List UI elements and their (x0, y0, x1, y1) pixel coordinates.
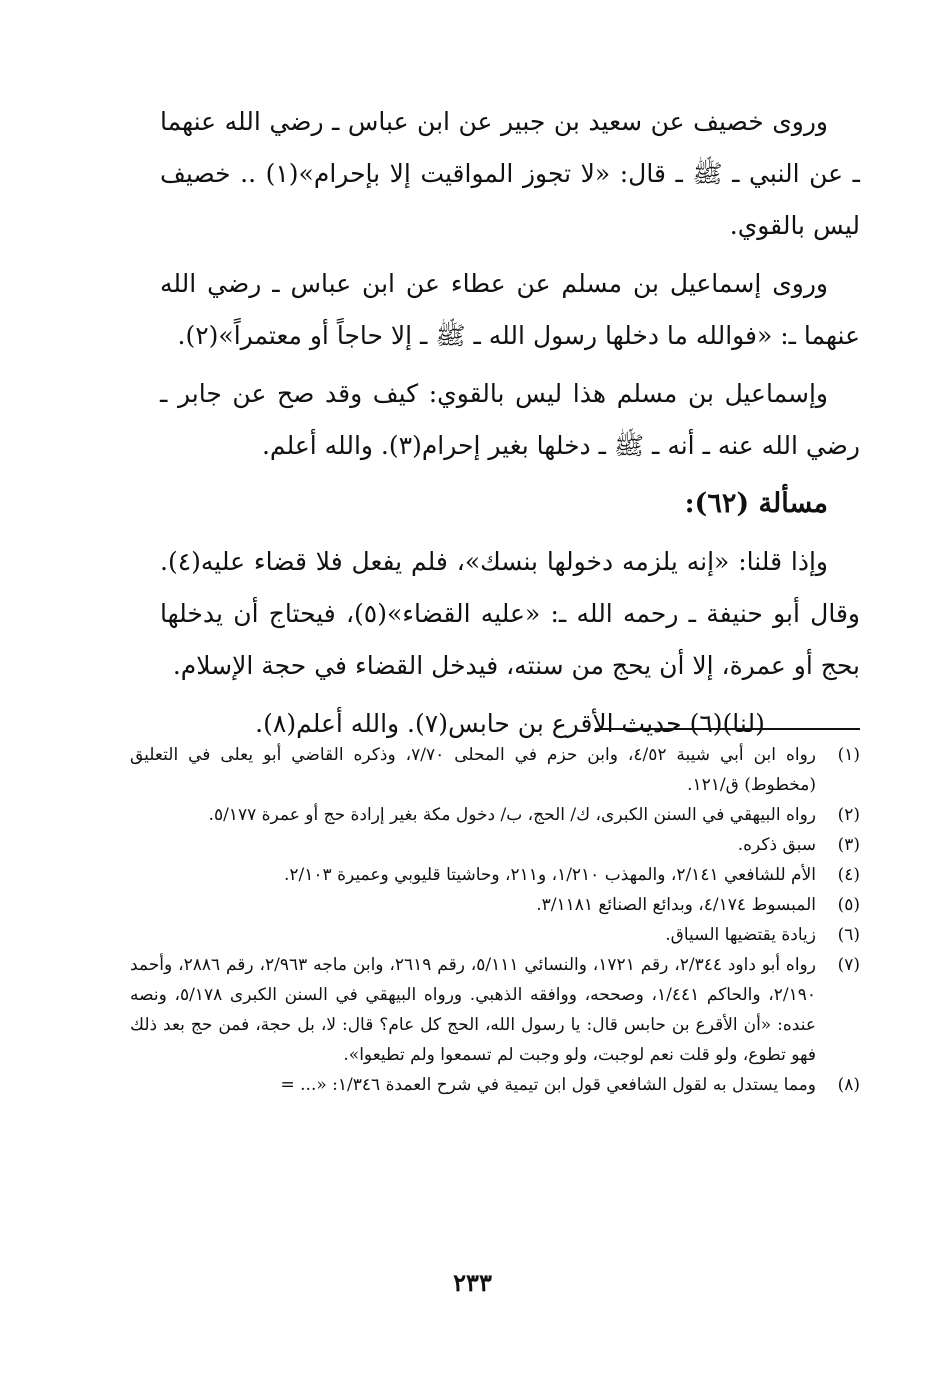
footnote-item (130, 740, 860, 800)
footnote-item (130, 800, 860, 830)
footnote-item (130, 920, 860, 950)
footnote-number: (٦) (837, 925, 860, 945)
footnote-item (130, 830, 860, 860)
paragraph-ismail: وروى إسماعيل بن مسلم عن عطاء عن ابن عباس ـ رضي الله عنهما ـ: «فوالله ما دخلها رسول الله ـ ﷺ ـ إلا حاجاً أو معتمراً»(٢). (160, 269, 860, 350)
footnote-separator (595, 728, 860, 730)
footnote-text: الأم للشافعي ٢/١٤١، والمهذب ١/٢١٠، و٢١١، وحاشيتا قليوبي وعميرة ٢/١٠٣. (284, 865, 816, 885)
footnote-text: رواه ابن أبي شيبة ٤/٥٢، وابن حزم في المحلى ٧/٧٠، وذكره القاضي أبو يعلى في التعليق (مخطوط) ق/١٢١. (130, 745, 816, 795)
footnote-text: ومما يستدل به لقول الشافعي قول ابن تيمية في شرح العمدة ١/٣٤٦: «... = (280, 1075, 816, 1095)
paragraph-jabir: وإسماعيل بن مسلم هذا ليس بالقوي: كيف وقد صح عن جابر ـ رضي الله عنه ـ أنه ـ ﷺ ـ دخلها بغير إحرام(٣). والله أعلم. (160, 379, 860, 460)
footnote-text: رواه البيهقي في السنن الكبرى، ك/ الحج، ب/ دخول مكة بغير إرادة حج أو عمرة ٥/١٧٧. (208, 805, 816, 825)
footnote-item (130, 890, 860, 920)
footnote-number: (٥) (837, 895, 860, 915)
footnote-number: (٢) (837, 805, 860, 825)
footnote-item (130, 1070, 860, 1100)
footnote-item (130, 950, 860, 1070)
footnote-number: (٣) (837, 835, 860, 855)
footnote-text: رواه أبو داود ٢/٣٤٤، رقم ١٧٢١، والنسائي ٥/١١١، رقم ٢٦١٩، وابن ماجه ٢/٩٦٣، رقم ٢٨٨٦، وأحمد ٢/١٩٠، والحاكم ١/٤٤١، وصححه، ووافقه الذهبي. ورواه البيهقي في السنن الكبرى ٥/١٧٨، ونصه عنده: «أن الأقرع بن حابس قال: يا رسول الله، الحج كل عام؟ قال: لا، بل حجة، فمن حج بعد ذلك فهو تطوع، ولو قلت نعم لوجبت، ولو وجبت لم تسمعوا ولم تطيعوا». (130, 955, 817, 1065)
issue-heading: مسألة (٦٢): (684, 488, 828, 519)
footnotes (130, 740, 860, 1100)
footnote-number: (٧) (837, 955, 860, 975)
footnote-item (130, 860, 860, 890)
footnote-text: المبسوط ٤/١٧٤، وبدائع الصنائع ٣/١١٨١. (536, 895, 816, 915)
paragraph-khusaif: وروى خصيف عن سعيد بن جبير عن ابن عباس ـ رضي الله عنهما ـ عن النبي ـ ﷺ ـ قال: «لا تجوز المواقيت إلا بإحرام»(١) .. خصيف ليس بالقوي. (160, 107, 860, 240)
footnote-number: (٤) (837, 865, 860, 885)
footnote-number: (١) (837, 745, 860, 765)
page-number: ٢٣٣ (453, 1268, 492, 1297)
footnote-number: (٨) (837, 1075, 860, 1095)
main-text (160, 96, 860, 756)
footnote-text: زيادة يقتضيها السياق. (665, 925, 816, 945)
footnote-text: سبق ذكره. (737, 835, 816, 855)
paragraph-aqra: (لنا)(٦) حديث الأقرع بن حابس(٧). والله أعلم(٨). (255, 709, 765, 738)
paragraph-qada: وإذا قلنا: «إنه يلزمه دخولها بنسك»، فلم يفعل فلا قضاء عليه(٤). وقال أبو حنيفة ـ رحمه الله ـ: «عليه القضاء»(٥)، فيحتاج أن يدخلها بحج أو عمرة، إلا أن يحج من سنته، فيدخل القضاء في حجة الإسلام. (160, 547, 860, 680)
